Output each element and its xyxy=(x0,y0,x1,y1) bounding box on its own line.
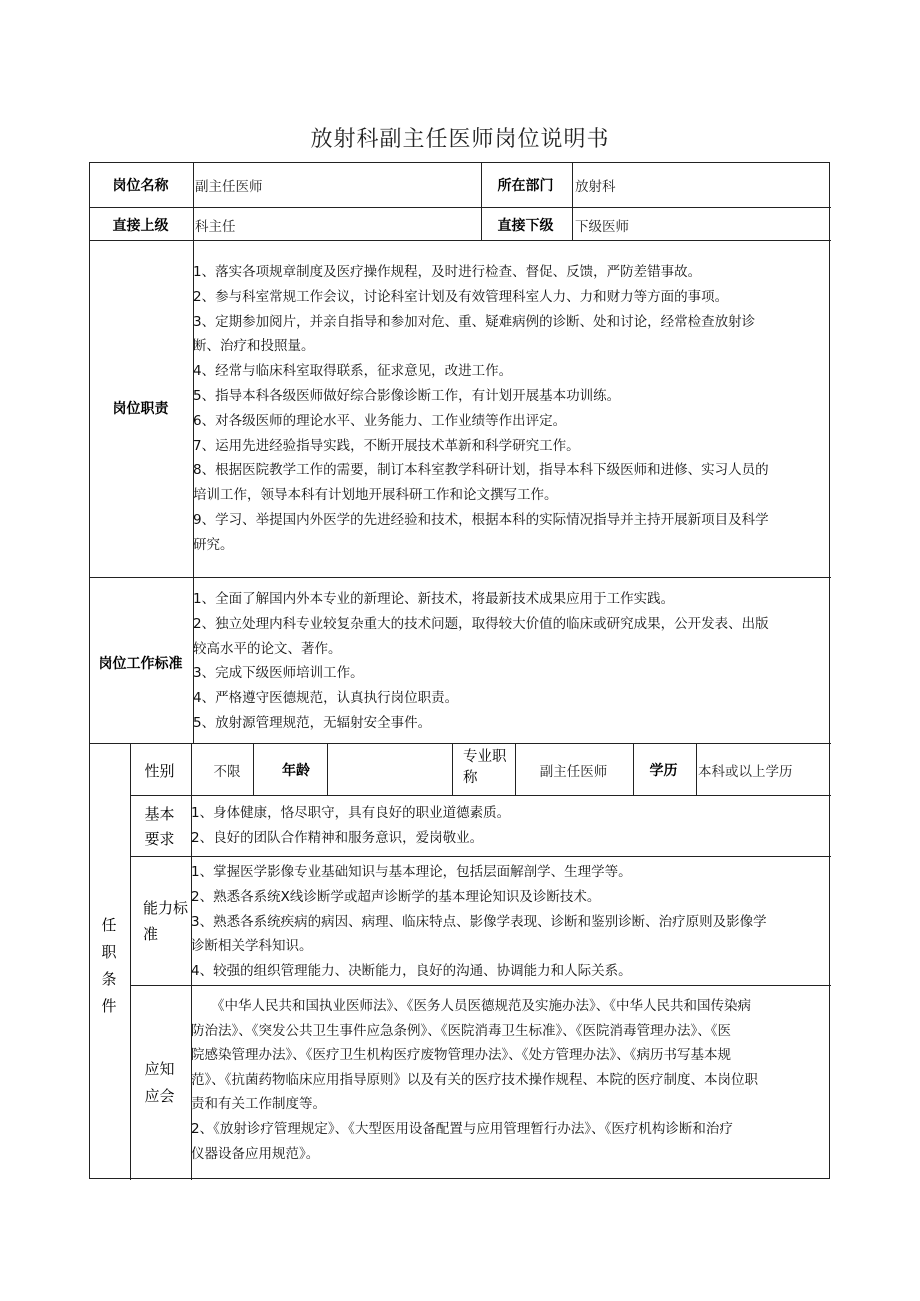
duty-line: 2、参与科室常规工作会议，讨论科室计划及有效管理科室人力、力和财力等方面的事项。 xyxy=(193,288,729,305)
duty-line: 7、运用先进经验指导实践，不断开展技术革新和科学研究工作。 xyxy=(193,437,580,454)
duty-line: 1、落实各项规章制度及医疗操作规程，及时进行检查、督促、反馈，严防差错事故。 xyxy=(193,264,702,280)
ability-line: 1、掌握医学影像专业基础知识与基本理论，包括层面解剖学、生理学等。 xyxy=(191,864,632,880)
subordinate-value: 下级医师 xyxy=(575,219,629,235)
basic-requirements-list xyxy=(191,801,510,851)
duty-line: 5、指导本科各级医师做好综合影像诊断工作，有计划开展基本功训练。 xyxy=(193,387,621,404)
knowledge-line: 2、《放射诊疗管理规定》、《大型医用设备配置与应用管理暂行办法》、《医疗机构诊断和治疗 xyxy=(191,1120,733,1137)
basic-line: 1、身体健康，恪尽职守，具有良好的职业道德素质。 xyxy=(191,805,511,821)
page-title: 放射科副主任医师岗位说明书 xyxy=(310,127,610,152)
row-divider xyxy=(90,577,831,578)
department-label: 所在部门 xyxy=(497,178,554,194)
duty-line: 6、对各级医师的理论水平、业务能力、工作业绩等作出评定。 xyxy=(193,412,567,429)
education-label: 学历 xyxy=(649,763,678,779)
duties-label: 岗位职责 xyxy=(112,401,169,417)
ability-line: 4、较强的组织管理能力、决断能力，良好的沟通、协调能力和人际关系。 xyxy=(191,963,632,980)
duty-line: 培训工作，领导本科有计划地开展科研工作和论文撰写工作。 xyxy=(193,487,558,504)
education-value: 本科或以上学历 xyxy=(698,764,793,780)
row-divider xyxy=(90,240,831,241)
standard-line: 4、严格遵守医德规范，认真执行岗位职责。 xyxy=(193,690,459,707)
gender-label: 性别 xyxy=(144,762,175,780)
duties-list xyxy=(193,260,769,558)
ability-line: 2、熟悉各系统X线诊断学或超声诊断学的基本理论知识及诊断技术。 xyxy=(191,888,601,905)
knowledge-label: 应知 应会 xyxy=(144,1060,175,1105)
standard-line: 较高水平的论文、著作。 xyxy=(193,640,342,657)
standard-line: 2、独立处理内科专业较复杂重大的技术问题，取得较大价值的临床或研究成果，公开发表、出版 xyxy=(193,615,769,632)
row-divider xyxy=(130,985,831,986)
duty-line: 研究。 xyxy=(193,536,234,553)
ability-line: 诊断相关学科知识。 xyxy=(191,938,313,955)
row-divider xyxy=(130,856,831,857)
standard-line: 3、完成下级医师培训工作。 xyxy=(193,665,364,682)
row-divider xyxy=(90,207,831,208)
post-name-value: 副主任医师 xyxy=(195,179,263,195)
title-label: 专业职 称 xyxy=(463,749,507,786)
ability-line: 3、熟悉各系统疾病的病因、病理、临床特点、影像学表现、诊断和鉴别诊断、治疗原则及影像学 xyxy=(191,913,767,930)
duty-line: 9、学习、举提国内外医学的先进经验和技术，根据本科的实际情况指导并主持开展新项目及科学 xyxy=(193,511,769,528)
basic-line: 2、良好的团队合作精神和服务意识，爱岗敬业。 xyxy=(191,829,484,846)
knowledge-line: 《中华人民共和国执业医师法》、《医务人员医德规范及实施办法》、《中华人民共和国传染病 xyxy=(211,998,751,1014)
standards-list xyxy=(193,587,769,736)
knowledge-line: 防治法》、《突发公共卫生事件应急条例》、《医院消毒卫生标准》、《医院消毒管理办法》、《医 xyxy=(191,1022,731,1039)
basic-requirements-label: 基本 要求 xyxy=(144,805,175,848)
subordinate-label: 直接下级 xyxy=(497,218,554,234)
standard-line: 5、放射源管理规范，无辐射安全事件。 xyxy=(193,714,432,731)
superior-value: 科主任 xyxy=(195,219,236,235)
duty-line: 断、治疗和投照量。 xyxy=(193,338,315,355)
standards-label: 岗位工作标准 xyxy=(98,656,183,672)
age-label: 年龄 xyxy=(282,763,310,779)
knowledge-list xyxy=(191,994,758,1166)
ability-list xyxy=(191,860,767,984)
ability-label: 能力标 准 xyxy=(143,899,189,943)
knowledge-line: 范》、《抗菌药物临床应用指导原则》以及有关的医疗技术操作规程、本院的医疗制度、本岗位职 xyxy=(191,1071,758,1088)
post-name-label: 岗位名称 xyxy=(112,178,169,194)
duty-line: 4、经常与临床科室取得联系，征求意见，改进工作。 xyxy=(193,363,513,380)
row-divider xyxy=(90,743,831,744)
title-value: 副主任医师 xyxy=(539,764,608,780)
knowledge-line: 仪器设备应用规范》。 xyxy=(191,1145,320,1162)
gender-value: 不限 xyxy=(213,764,241,780)
superior-label: 直接上级 xyxy=(112,218,169,234)
duty-line: 8、根据医院教学工作的需要，制订本科室教学科研计划，指导本科下级医师和进修、实习人员的 xyxy=(193,462,769,479)
col-divider xyxy=(696,743,697,795)
qualification-section-label: 任 职 条 件 xyxy=(101,916,117,1015)
row-divider xyxy=(130,795,831,796)
duty-line: 3、定期参加阅片，并亲自指导和参加对危、重、疑难病例的诊断、处和讨论，经常检查放射诊 xyxy=(193,313,756,330)
knowledge-line: 院感染管理办法》、《医疗卫生机构医疗废物管理办法》、《处方管理办法》、《病历书写基本规 xyxy=(191,1047,731,1064)
standard-line: 1、全面了解国内外本专业的新理论、新技术，将最新技术成果应用于工作实践。 xyxy=(193,591,675,607)
col-divider xyxy=(572,163,573,240)
department-value: 放射科 xyxy=(575,179,616,195)
knowledge-line: 责和有关工作制度等。 xyxy=(191,1096,326,1113)
